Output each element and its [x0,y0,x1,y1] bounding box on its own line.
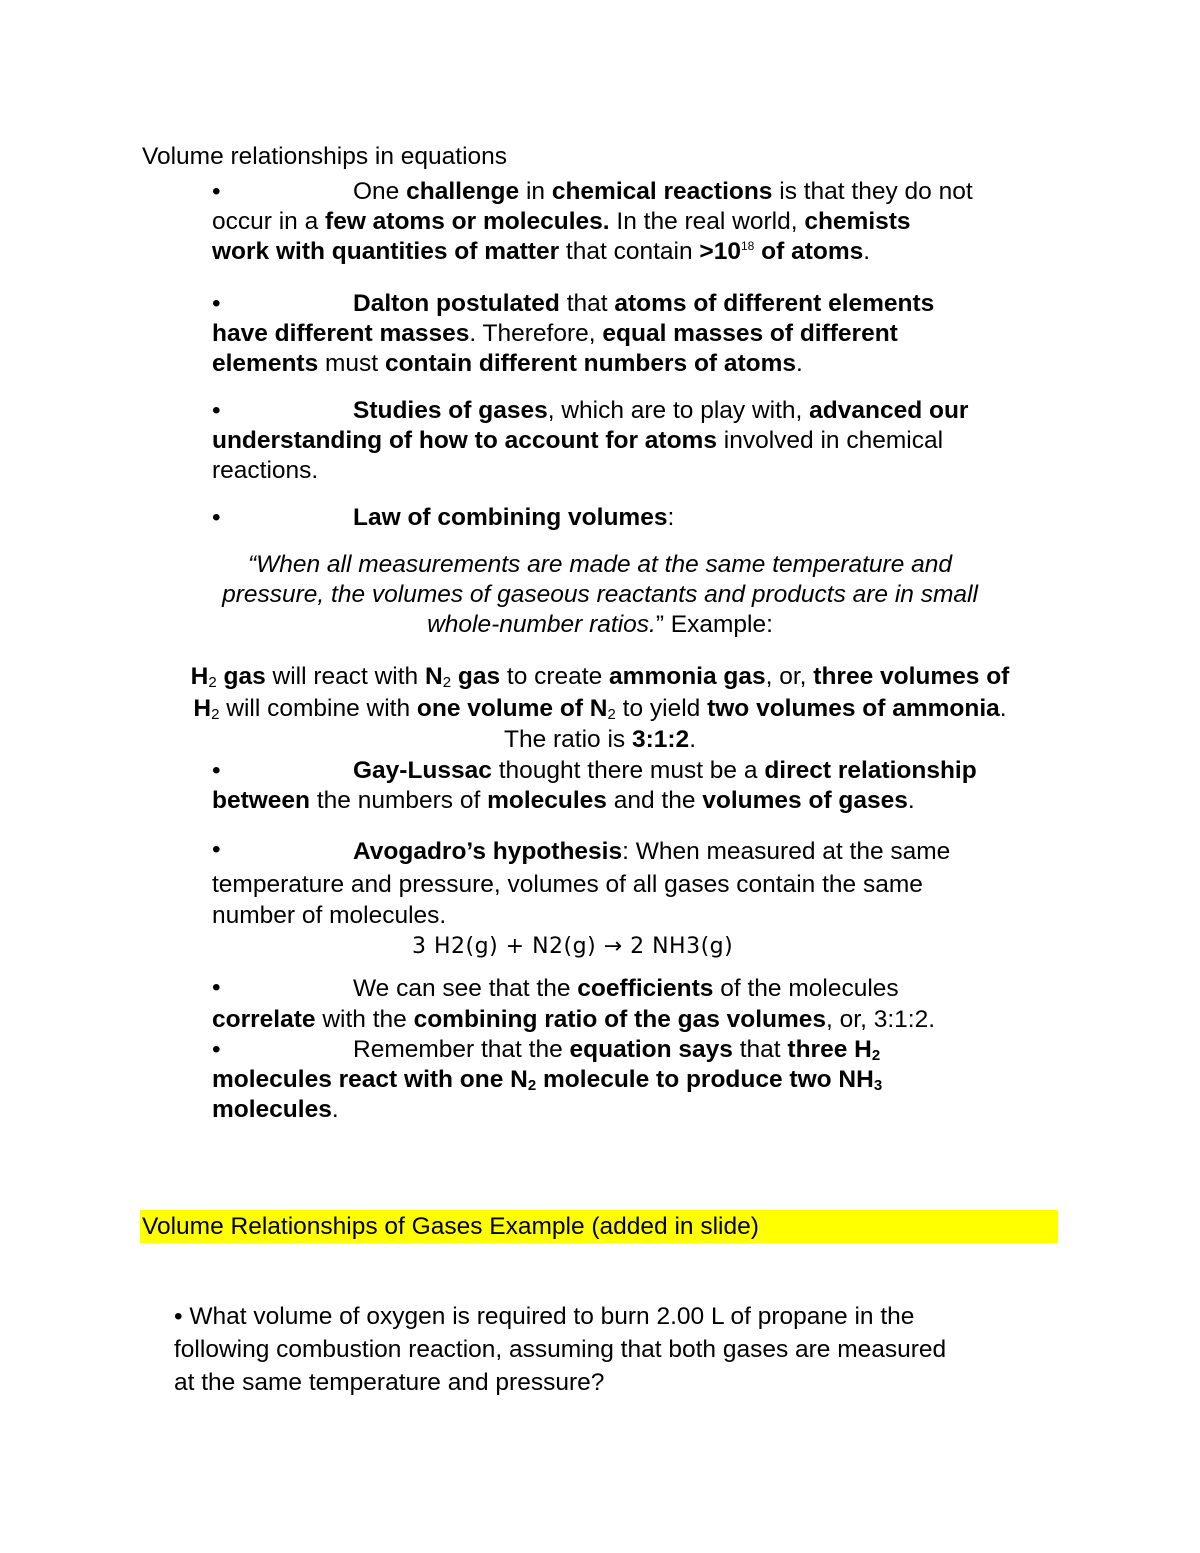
ammonia-example: $H_2$ gas will react with $N_2$ gas to create ammonia gas, or, three volumes of $H_2$ will combine with one volume of $N_2$ to yield two volumes of ammonia. The ratio is 3:1:2. [190,663,1010,753]
bullet-item-dalton [212,289,1072,379]
bullet-line: number of molecules. [212,902,447,929]
bullet-item-challenge [212,177,1072,267]
section-title: Volume relationships in equations [142,143,508,170]
bullet-marker: • [212,836,221,863]
bullet-item-coefficients [212,973,1072,1035]
bullet-line: Law of combining volumes: [353,504,675,531]
bullet-marker: • [212,178,221,205]
bullet-line: between the numbers of molecules and the volumes of gases. [212,787,915,814]
bullet-marker: • [212,290,221,317]
bullet-line: correlate with the combining ratio of the gas volumes, or, 3:1:2. [212,1006,936,1033]
bullet-line: molecules. [212,1096,339,1123]
bullet-line: molecules react with one $N_2$ molecule to produce two $NH_3$ [212,1066,883,1094]
bullet-line: elements must contain different numbers of atoms. [212,350,803,377]
bullet-line: Remember that the equation says that three $H_2$ [353,1036,881,1064]
chemical-equation: 3 H2(g) + N2(g) → 2 NH3(g) [412,934,734,959]
bullet-marker: • [212,757,221,784]
bullet-line: understanding of how to account for atoms involved in chemical [212,427,944,454]
bullet-line: We can see that the coefficients of the molecules [353,975,899,1002]
bullet-line: Studies of gases, which are to play with, advanced our [353,397,969,424]
example-question: • What volume of oxygen is required to burn 2.00 L of propane in the following combustion reaction, assuming that both gases are measured at the same temperature and pressure? [174,1303,947,1396]
bullet-marker: • [212,1036,221,1063]
bullet-line: Avogadro’s hypothesis: When measured at the same [353,838,951,865]
bullet-line: occur in a few atoms or molecules. In the real world, chemists [212,208,911,235]
bullet-marker: • [212,504,221,531]
bullet-item-gay-lussac [212,756,1072,816]
bullet-marker: • [212,397,221,424]
bullet-line: temperature and pressure, volumes of all gases contain the same [212,871,923,898]
bullet-line: work with quantities of matter that contain $>10^{18}$ of atoms. [212,238,871,265]
bullet-item-law [212,503,1072,533]
bullet-item-equation-says [212,1035,1072,1125]
law-quote: “When all measurements are made at the same temperature and pressure, the volumes of gaseous reactants and products are in small whole-number ratios.” Example: [222,551,978,638]
bullet-line: reactions. [212,457,319,484]
bullet-line: have different masses. Therefore, equal masses of different [212,320,898,347]
bullet-line: Dalton postulated that atoms of different elements [353,290,935,317]
bullet-item-gases [212,396,1072,486]
bullet-item-avogadro [212,835,1072,931]
bullet-line: One challenge in chemical reactions is that they do not [353,178,973,205]
highlighted-heading: Volume Relationships of Gases Example (added in slide) [140,1210,1058,1243]
bullet-marker: • [212,974,221,1001]
bullet-line: Gay-Lussac thought there must be a direct relationship [353,757,977,784]
